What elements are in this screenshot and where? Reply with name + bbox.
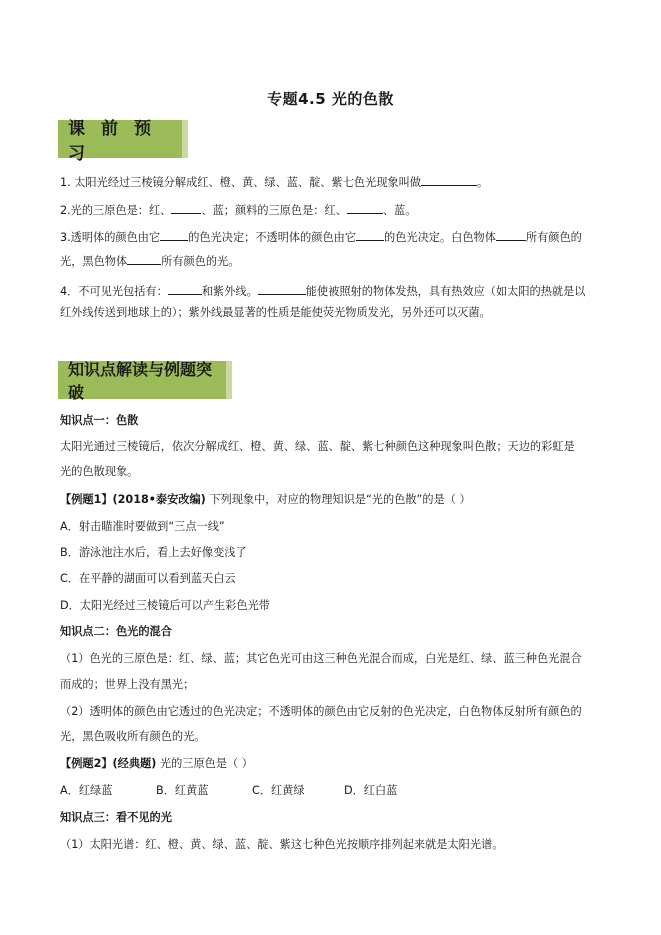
example-2-option-d: D．红白蓝 xyxy=(344,784,398,797)
answer-blank xyxy=(171,202,201,214)
section-banner-preview xyxy=(58,119,182,164)
example-label: 【例题1】(2018•泰安改编) xyxy=(60,493,206,506)
answer-blank xyxy=(160,229,188,241)
answer-blank xyxy=(496,229,526,241)
knowledge-2-para-1: （1）色光的三原色是：红、绿、蓝；其它色光可由这三种色光混合而成，白光是红、绿、蓝三种色光混合 xyxy=(60,652,582,665)
example-2-option-c: C．红黄绿 xyxy=(252,784,305,797)
knowledge-2-para-1-cont: 而成的；世界上没有黑光； xyxy=(60,678,195,691)
knowledge-1-heading: 知识点一：色散 xyxy=(60,414,139,427)
document-title: 专题4.5 光的色散 xyxy=(267,90,394,108)
example-1-option-a: A．射击瞄准时要做到“三点一线” xyxy=(60,520,225,533)
answer-blank xyxy=(421,174,477,186)
knowledge-2-para-2: （2）透明体的颜色由它透过的色光决定；不透明体的颜色由它反射的色光决定，白色物体反射所有颜色的 xyxy=(60,705,582,718)
example-2-options xyxy=(60,784,397,798)
knowledge-2-heading: 知识点二：色光的混合 xyxy=(60,625,172,638)
answer-blank xyxy=(127,253,161,265)
example-label: 【例题2】(经典题) xyxy=(60,757,157,770)
answer-blank xyxy=(356,229,384,241)
example-2-option-a: A．红绿蓝 xyxy=(60,784,113,797)
example-1: 【例题1】(2018•泰安改编) 下列现象中，对应的物理知识是“光的色散”的是（ ） xyxy=(60,493,471,506)
knowledge-1-text-cont: 光的色散现象。 xyxy=(60,465,139,478)
question-3-cont: 光，黑色物体 所有颜色的光。 xyxy=(60,255,240,268)
example-2-option-b: B．红黄蓝 xyxy=(156,784,209,797)
answer-blank xyxy=(347,202,383,214)
banner-accent xyxy=(182,120,188,158)
question-4-cont: 红外线传送到地球上的）；紫外线最显著的性质是能使荧光物质发光，另外还可以灭菌。 xyxy=(60,306,491,319)
example-1-option-d: D．太阳光经过三棱镜后可以产生彩色光带 xyxy=(60,599,270,612)
banner-accent xyxy=(226,361,232,399)
example-2: 【例题2】(经典题) 光的三原色是（ ） xyxy=(60,757,253,770)
knowledge-1-text: 太阳光通过三棱镜后，依次分解成红、橙、黄、绿、蓝、靛、紫七种颜色这种现象叫色散；天边的彩虹是 xyxy=(60,440,575,453)
knowledge-3-para-1: （1）太阳光谱：红、橙、黄、绿、蓝、靛、紫这七种色光按顺序排列起来就是太阳光谱。 xyxy=(60,838,504,851)
knowledge-3-heading: 知识点三：看不见的光 xyxy=(60,811,172,824)
question-2: 2.光的三原色是：红、 、蓝；颜料的三原色是：红、 、蓝。 xyxy=(60,204,417,217)
banner-label: 课前预习 xyxy=(68,119,167,164)
answer-blank xyxy=(168,283,202,295)
section-banner-knowledge xyxy=(58,360,226,402)
banner-label: 知识点解读与例题突破 xyxy=(68,360,213,402)
example-1-option-b: B．游泳池注水后，看上去好像变浅了 xyxy=(60,546,247,559)
answer-blank xyxy=(258,283,306,295)
question-3: 3.透明体的颜色由它 的色光决定；不透明体的颜色由它 的色光决定。白色物体 所有颜色的 xyxy=(60,231,582,244)
question-1: 1. 太阳光经过三棱镜分解成红、橙、黄、绿、蓝、靛、紫七色光现象叫做 。 xyxy=(60,176,489,189)
example-1-option-c: C．在平静的湖面可以看到蓝天白云 xyxy=(60,572,236,585)
question-4: 4．不可见光包括有： 和紫外线。 能使被照射的物体发热，具有热效应（如太阳的热就是以 xyxy=(60,285,586,298)
knowledge-2-para-2-cont: 光，黑色吸收所有颜色的光。 xyxy=(60,730,206,743)
